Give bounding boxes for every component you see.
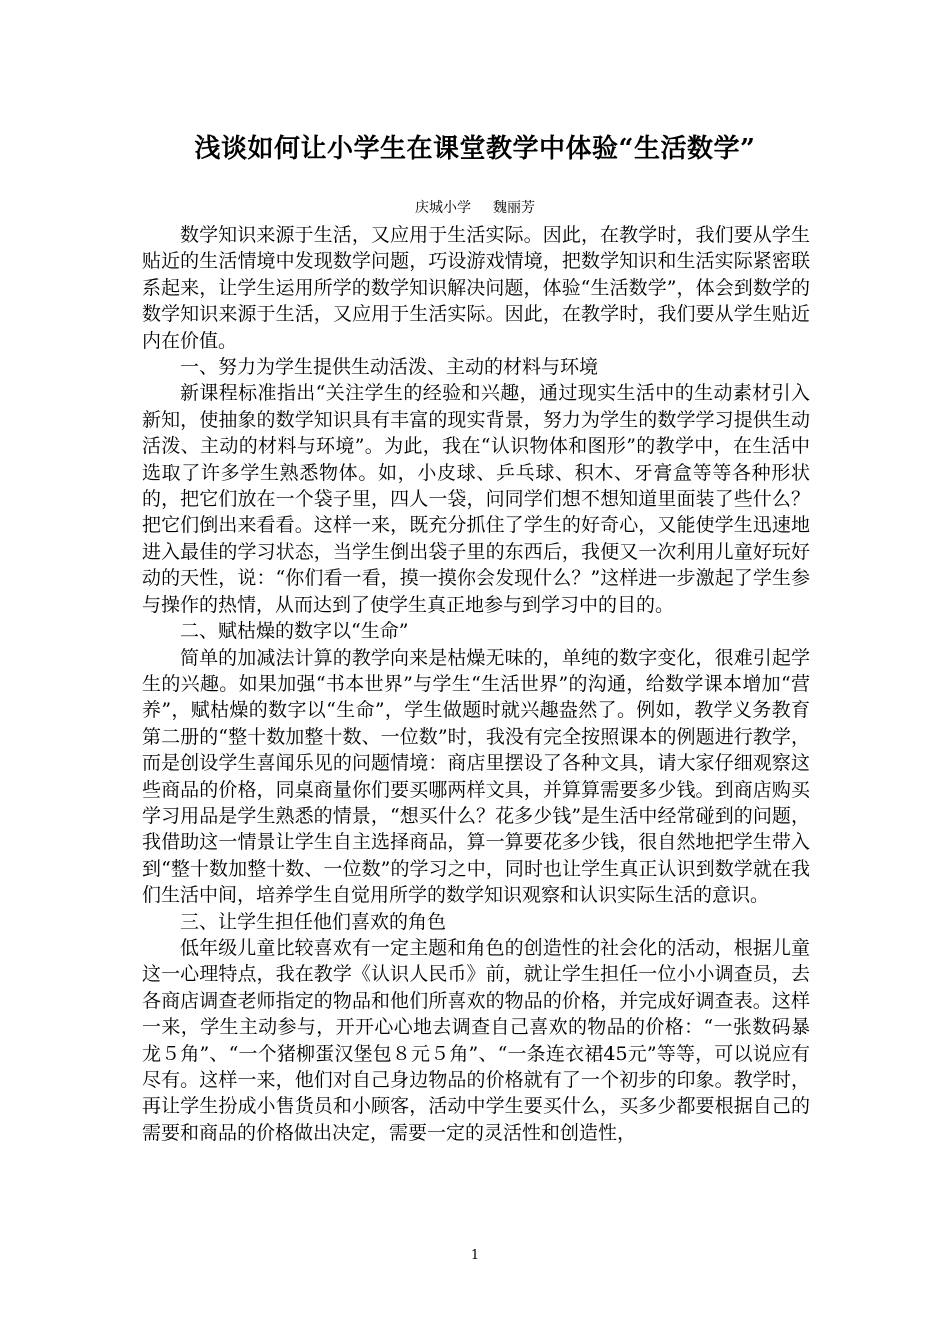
intro-paragraph: 数学知识来源于生活，又应用于生活实际。因此，在教学时，我们要从学生贴近的生活情境中发现数学问题，巧设游戏情境，把数学知识和生活实际紧密联系起来，让学生运用所学的数学知识解决问题，体验“生活数学”，体会到数学的数学知识来源于生活，又应用于生活实际。因此，在教学时，我们要从学生贴近内在价值。 [142,224,810,352]
author-name: 魏丽芳 [493,200,535,216]
page-number: 1 [470,1248,480,1263]
section-1-paragraph: 新课程标准指出“关注学生的经验和兴趣，通过现实生活中的生动素材引入新知，使抽象的数学知识具有丰富的现实背景，努力为学生的数学学习提供生动活泼、主动的材料与环境”。为此，我在“认识物体和图形”的教学中，在生活中选取了许多学生熟悉物体。如，小皮球、乒乓球、积木、牙膏盒等等各种形状的，把它们放在一个袋子里，四人一袋，问同学们想不想知道里面装了些什么？把它们倒出来看看。这样一来，既充分抓住了学生的好奇心，又能使学生迅速地进入最佳的学习状态，当学生倒出袋子里的东西后，我便又一次利用儿童好玩好动的天性，说：“你们看一看，摸一摸你会发现什么？”这样进一步激起了学生参与操作的热情，从而达到了使学生真正地参与到学习中的目的。 [142,382,810,616]
section-heading-3: 三、让学生担任他们喜欢的角色 [180,910,447,933]
author-school: 庆城小学 [415,200,471,216]
document-body [142,222,810,1146]
section-heading-1: 一、努力为学生提供生动活泼、主动的材料与环境 [180,356,599,379]
document-title: 浅谈如何让小学生在课堂教学中体验“生活数学” [194,134,756,164]
section-3-paragraph: 低年级儿童比较喜欢有一定主题和角色的创造性的社会化的活动，根据儿童这一心理特点，我在教学《认识人民币》前，就让学生担任一位小小调查员，去各商店调查老师指定的物品和他们所喜欢的物品的价格，并完成好调查表。这样一来，学生主动参与，开开心心地去调查自己喜欢的物品的价格：“一张数码暴龙５角”、“一个猪柳蛋汉堡包８元５角”、“一条连衣裙45元”等等，可以说应有尽有。这样一来，他们对自己身边物品的价格就有了一个初步的印象。教学时，再让学生扮成小售货员和小顾客，活动中学生要买什么，买多少都要根据自己的需要和商品的价格做出决定，需要一定的灵活性和创造性， [142,936,810,1144]
section-heading-2: 二、赋枯燥的数字以“生命” [180,620,409,643]
section-2-paragraph: 简单的加减法计算的教学向来是枯燥无味的，单纯的数字变化，很难引起学生的兴趣。如果加强“书本世界”与学生“生活世界”的沟通，给数学课本增加“营养”，赋枯燥的数字以“生命”，学生做题时就兴趣盎然了。例如，教学义务教育第二册的“整十数加整十数、一位数”时，我没有完全按照课本的例题进行教学，而是创设学生喜闻乐见的问题情境：商店里摆设了各种文具，请大家仔细观察这些商品的价格，同桌商量你们要买哪两样文具，并算算需要多少钱。到商店购买学习用品是学生熟悉的情景，“想买什么？花多少钱”是生活中经常碰到的问题，我借助这一情景让学生自主选择商品，算一算要花多少钱，很自然地把学生带入到“整十数加整十数、一位数”的学习之中，同时也让学生真正认识到数学就在我们生活中间，培养学生自觉用所学的数学知识观察和认识实际生活的意识。 [142,646,810,907]
author-byline [0,198,950,218]
